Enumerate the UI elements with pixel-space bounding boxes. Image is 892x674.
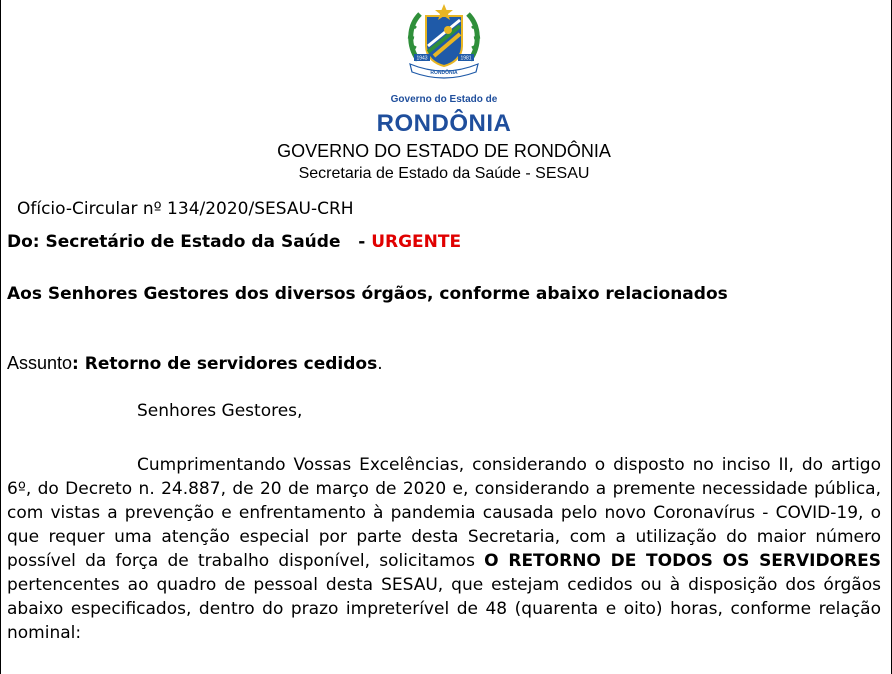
header-subtitle: Secretaria de Estado da Saúde - SESAU: [298, 165, 590, 182]
header-title: GOVERNO DO ESTADO DE RONDÔNIA: [277, 141, 611, 161]
sender-text: Do: Secretário de Estado da Saúde -: [7, 232, 372, 252]
sender-line: [7, 232, 461, 252]
subject-label: Assunto: [7, 353, 73, 373]
crest-year-left: 1943: [416, 55, 428, 62]
rondonia-coat-of-arms: [404, 2, 484, 82]
crest-year-right: 1981: [460, 55, 472, 62]
body-part-1: Cumprimentando Vossas Excelências, considerando o disposto no inciso II, do artigo 6º, do Decreto n. 24.887, de 20 de março de 2020 e, considerando a premente necessidade pública, com vistas a prevenção e enfrentamento à pandemia causada pelo novo Coronavírus - COVID-19, o que requer uma atenção especial por parte desta Secretaria, com a utilização do maior número possível da força de trabalho disponível, solicitamos: [7, 455, 881, 571]
body-paragraph: [7, 453, 881, 645]
subject-end: .: [377, 354, 383, 374]
subject-line: [7, 353, 383, 374]
subject-text: : Retorno de servidores cedidos: [72, 354, 378, 374]
body-part-2: pertencentes ao quadro de pessoal desta SESAU, que estejam cedidos ou à disposição dos órgãos abaixo especificados, dentro do prazo impreterível de 48 (quarenta e oito) horas, conforme relação nominal:: [7, 575, 881, 643]
crest-banner-text: RONDÔNIA: [430, 70, 458, 76]
oficio-number: Ofício-Circular nº 134/2020/SESAU-CRH: [17, 199, 354, 219]
salutation: Senhores Gestores,: [137, 401, 303, 421]
logo-line-1: Governo do Estado de: [390, 94, 498, 105]
body-emphasis: O RETORNO DE TODOS OS SERVIDORES: [484, 551, 882, 571]
urgent-flag: URGENTE: [371, 232, 462, 252]
recipient-line: Aos Senhores Gestores dos diversos órgãos, conforme abaixo relacionados: [7, 284, 728, 304]
logo-line-2: RONDÔNIA: [376, 110, 512, 137]
